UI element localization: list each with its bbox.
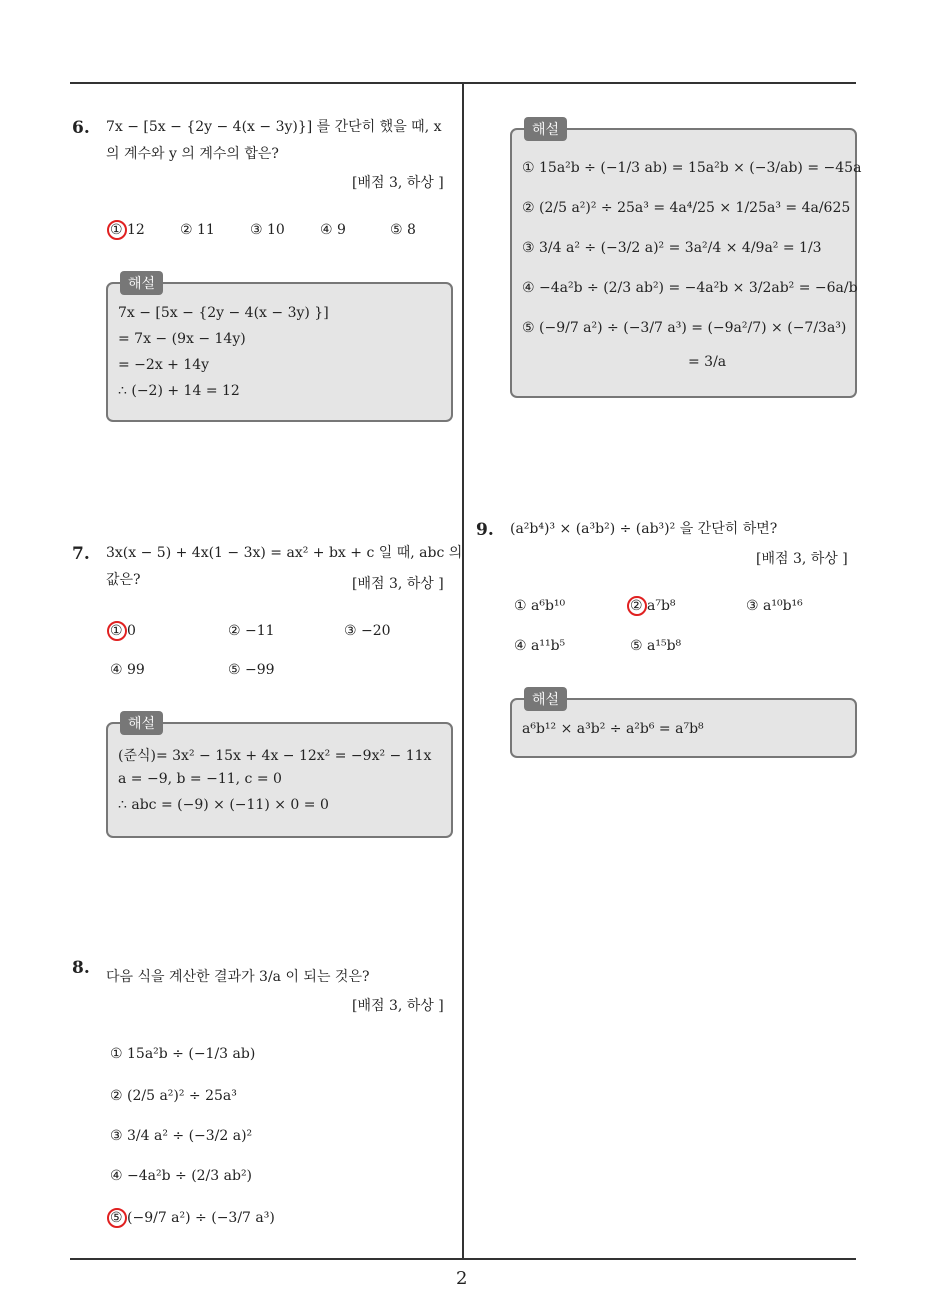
q8-solution-line-3: ③ 3/4 a² ÷ (−3/2 a)² = 3a²/4 × 4/9a² = 1/3	[522, 240, 822, 256]
question-9-number: 9.	[476, 520, 494, 540]
q8-option-2[interactable]: ② (2/5 a²)² ÷ 25a³	[110, 1088, 237, 1104]
q7-option-1[interactable]: ① 0	[110, 623, 136, 639]
q8-solution-line-5: ⑤ (−9/7 a²) ÷ (−3/7 a³) = (−9a²/7) × (−7/3a³)	[522, 320, 847, 336]
bottom-rule	[70, 1258, 856, 1260]
q8-solution-label: 해설	[524, 117, 567, 141]
q6-solution-line-4: ∴ (−2) + 14 = 12	[118, 383, 240, 399]
q7-solution-line-3: ∴ abc = (−9) × (−11) × 0 = 0	[118, 797, 329, 813]
question-8-number: 8.	[72, 958, 90, 978]
question-7-meta: [배점 3, 하상 ]	[352, 576, 444, 592]
q7-option-3[interactable]: ③ −20	[344, 623, 391, 639]
q7-selected-answer-mark	[107, 621, 127, 641]
q7-solution-label: 해설	[120, 711, 163, 735]
question-7-text-line2: 값은?	[106, 572, 141, 588]
q8-option-5[interactable]: ⑤ (−9/7 a²) ÷ (−3/7 a³)	[110, 1210, 275, 1226]
q6-solution-box	[106, 282, 453, 422]
q6-solution-label: 해설	[120, 271, 163, 295]
q9-selected-answer-mark	[627, 596, 647, 616]
q6-option-4[interactable]: ④ 9	[320, 222, 346, 238]
q6-selected-answer-mark	[107, 220, 127, 240]
q9-option-3[interactable]: ③ a¹⁰b¹⁶	[746, 598, 803, 614]
q8-solution-line-6: = 3/a	[688, 354, 727, 370]
question-6-text-line1: 7x − [5x − {2y − 4(x − 3y)}] 를 간단히 했을 때, x	[106, 119, 442, 135]
q6-option-5[interactable]: ⑤ 8	[390, 222, 416, 238]
q8-option-3[interactable]: ③ 3/4 a² ÷ (−3/2 a)²	[110, 1128, 253, 1144]
q6-solution-line-3: = −2x + 14y	[118, 357, 210, 373]
question-6-meta: [배점 3, 하상 ]	[352, 175, 444, 191]
q8-selected-answer-mark	[107, 1208, 127, 1228]
q8-option-4[interactable]: ④ −4a²b ÷ (2/3 ab²)	[110, 1168, 253, 1184]
q6-option-3[interactable]: ③ 10	[250, 222, 285, 238]
q8-solution-line-2: ② (2/5 a²)² ÷ 25a³ = 4a⁴/25 × 1/25a³ = 4a/625	[522, 200, 851, 216]
q9-option-5[interactable]: ⑤ a¹⁵b⁸	[630, 638, 682, 654]
page-number: 2	[456, 1268, 468, 1289]
q6-option-1[interactable]: ① 12	[110, 222, 145, 238]
q7-option-2[interactable]: ② −11	[228, 623, 275, 639]
q6-solution-line-2: = 7x − (9x − 14y)	[118, 331, 246, 347]
q9-solution-line-1: a⁶b¹² × a³b² ÷ a²b⁶ = a⁷b⁸	[522, 721, 704, 737]
q9-option-1[interactable]: ① a⁶b¹⁰	[514, 598, 566, 614]
q6-solution-line-1: 7x − [5x − {2y − 4(x − 3y) }]	[118, 305, 329, 321]
question-9-meta: [배점 3, 하상 ]	[756, 551, 848, 567]
question-6-text-line2: 의 계수와 y 의 계수의 합은?	[106, 146, 279, 162]
question-7-number: 7.	[72, 544, 90, 564]
question-8-text: 다음 식을 계산한 결과가 3/a 이 되는 것은?	[106, 969, 370, 985]
q8-solution-line-4: ④ −4a²b ÷ (2/3 ab²) = −4a²b × 3/2ab² = −6a/b	[522, 280, 858, 296]
q9-solution-label: 해설	[524, 687, 567, 711]
question-9-text: (a²b⁴)³ × (a³b²) ÷ (ab³)² 을 간단히 하면?	[510, 521, 778, 537]
column-divider	[462, 84, 464, 1259]
q9-option-4[interactable]: ④ a¹¹b⁵	[514, 638, 566, 654]
q9-option-2[interactable]: ② a⁷b⁸	[630, 598, 676, 614]
q8-option-1[interactable]: ① 15a²b ÷ (−1/3 ab)	[110, 1046, 256, 1062]
q7-solution-line-2: a = −9, b = −11, c = 0	[118, 771, 282, 787]
question-6-number: 6.	[72, 118, 90, 138]
question-7-text-line1: 3x(x − 5) + 4x(1 − 3x) = ax² + bx + c 일 때, abc 의	[106, 545, 463, 561]
q7-solution-line-1: (준식)= 3x² − 15x + 4x − 12x² = −9x² − 11x	[118, 748, 432, 764]
q7-option-5[interactable]: ⑤ −99	[228, 662, 275, 678]
question-8-meta: [배점 3, 하상 ]	[352, 998, 444, 1014]
q6-option-2[interactable]: ② 11	[180, 222, 215, 238]
q7-option-4[interactable]: ④ 99	[110, 662, 145, 678]
q8-solution-line-1: ① 15a²b ÷ (−1/3 ab) = 15a²b × (−3/ab) = −45a	[522, 160, 862, 176]
